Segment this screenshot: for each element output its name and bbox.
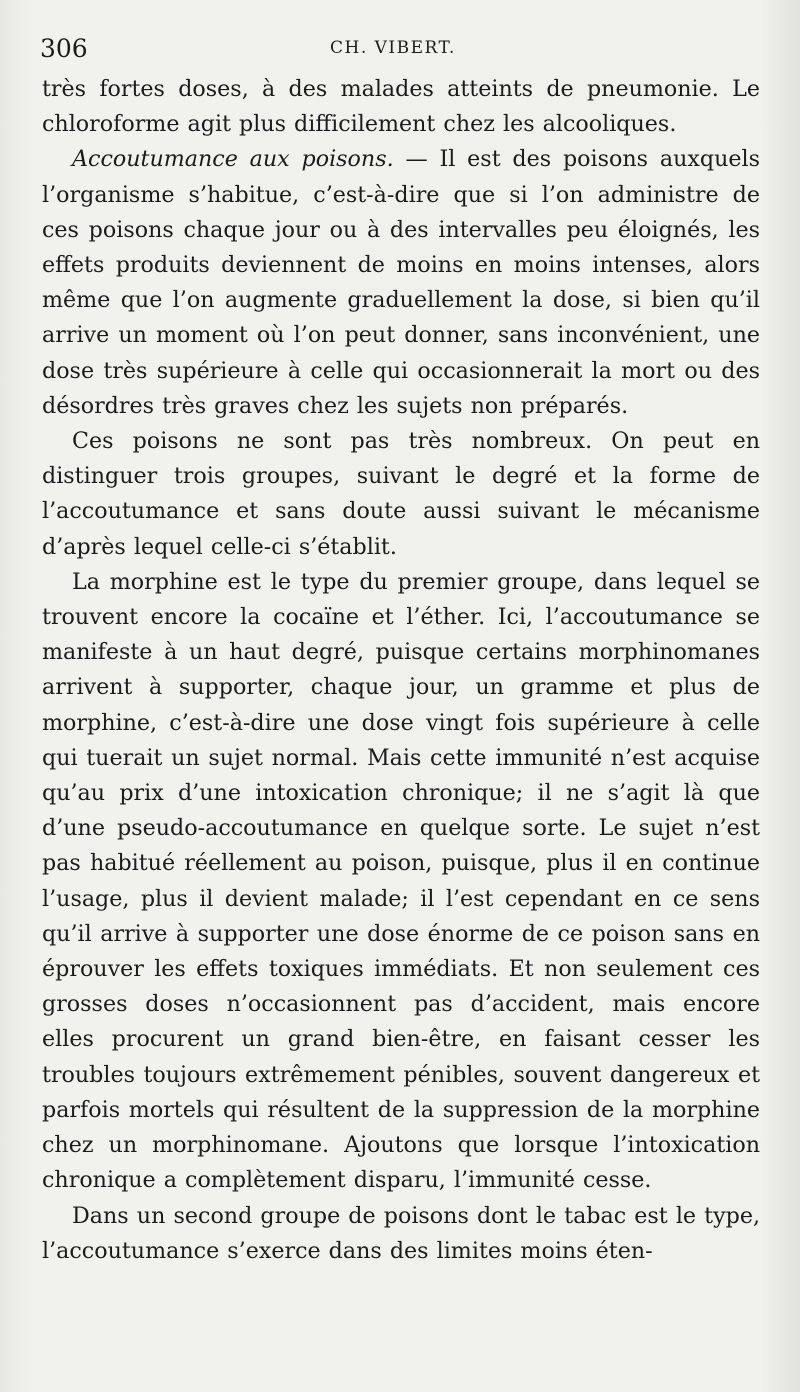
paragraph-accoutumance xyxy=(42,142,760,424)
running-head-author: CH. VIBERT. xyxy=(330,38,456,58)
paragraph-text: — Il est des poisons auxquels l’organisme s’habitue, c’est-à-dire que si l’on administre de ces poisons chaque jour ou à des intervalles peu éloignés, les effets produits deviennent de moins en moins intenses, alors même que l’on augmente graduellement la dose, si bien qu’il arrive un moment où l’on peut donner, sans inconvénient, une dose très supérieure à celle qui occasionnerait la mort ou des désordres très graves chez les sujets non préparés. xyxy=(42,146,761,419)
section-heading: Accoutumance aux poisons. xyxy=(72,146,394,173)
paragraph-second-groupe: Dans un second groupe de poisons dont le tabac est le type, l’accoutumance s’exerce dans des limites moins éten- xyxy=(42,1202,760,1264)
page-number: 306 xyxy=(40,34,88,63)
paragraph-continuation: très fortes doses, à des malades atteints de pneumonie. Le chloroforme agit plus difficilement chez les alcooliques. xyxy=(42,76,760,138)
body-text xyxy=(42,72,760,1269)
paragraph-morphine: La morphine est le type du premier groupe, dans lequel se trouvent encore la cocaïne et l’éther. Ici, l’accoutumance se manifeste à un haut degré, puisque certains morphinomanes arrivent à supporter, chaque jour, un gramme et plus de morphine, c’est-à-dire une dose vingt fois supérieure à celle qui tuerait un sujet normal. Mais cette immunité n’est acquise qu’au prix d’une intoxication chronique; il ne s’agit là que d’une pseudo-accoutumance en quelque sorte. Le sujet n’est pas habitué réellement au poison, puisque, plus il en continue l’usage, plus il devient malade; il l’est cependant en ce sens qu’il arrive à supporter une dose énorme de ce poison sans en éprouver les effets toxiques immédiats. Et non seulement ces grosses doses n’occasionnent pas d’accident, mais encore elles procurent un grand bien-être, en faisant cesser les troubles toujours extrêmement pénibles, souvent dangereux et parfois mortels qui résultent de la suppression de la morphine chez un morphinomane. Ajoutons que lorsque l’intoxication chronique a complètement disparu, l’immunité cesse. xyxy=(42,568,760,1194)
paragraph-groupes: Ces poisons ne sont pas très nombreux. On peut en distinguer trois groupes, suivant le degré et la forme de l’accoutumance et sans doute aussi suivant le mécanisme d’après lequel celle-ci s’établit. xyxy=(42,428,760,560)
running-head xyxy=(40,34,760,66)
